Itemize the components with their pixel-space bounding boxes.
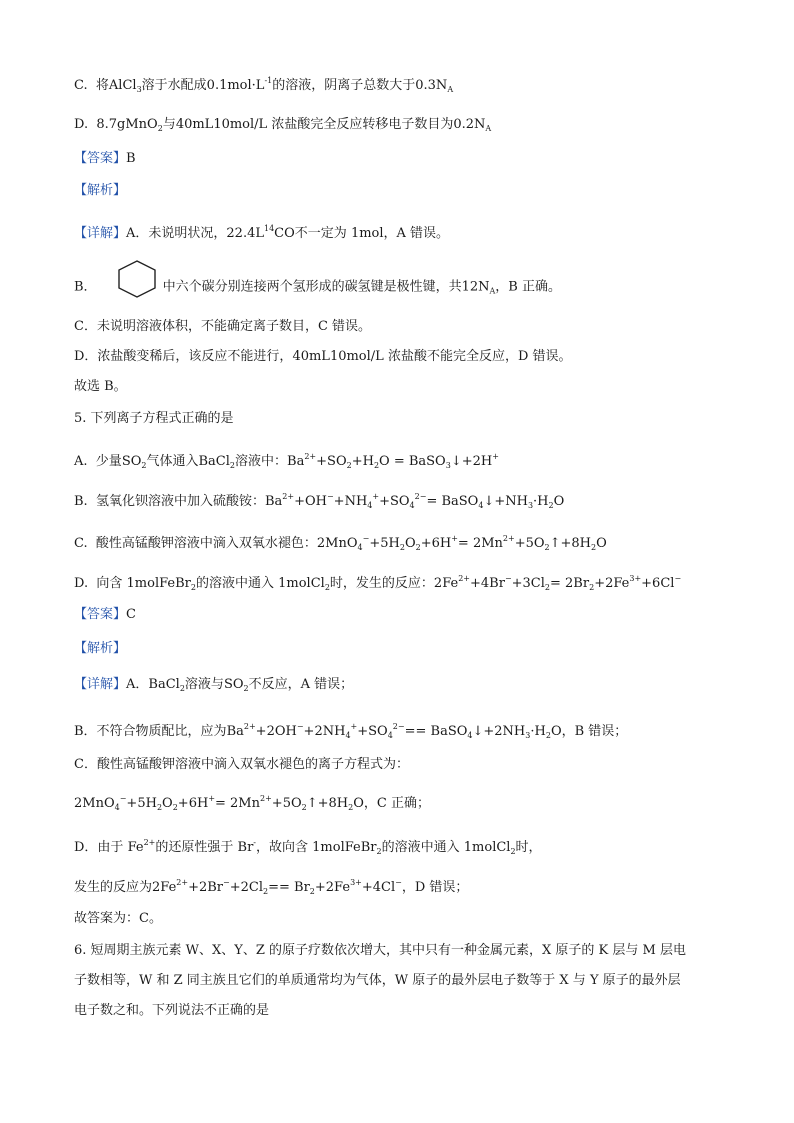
question-5: 5. 下列离子方程式正确的是 xyxy=(74,411,234,426)
option-5c: C. 酸性高锰酸钾溶液中滴入双氧水褪色：$2MnO_4^-+5H_2O_2+6H^+=$ $2Mn^{2+}+5O_2↑+8H_2O$ xyxy=(74,534,607,552)
option-c: C. 将AlCl$_3$溶于水配成$0.1mol\cdot L^{-1}$的溶液，阴离子总数大于$0.3N_A$ xyxy=(74,76,454,94)
benzene-ring-icon xyxy=(117,260,157,314)
detail-5-a: 【详解】A．BaCl$_2$溶液与$SO_2$不反应，A 错误； xyxy=(74,677,354,693)
detail-5-c: C．酸性高锰酸钾溶液中滴入双氧水褪色的离子方程式为： xyxy=(74,757,409,772)
question-6-line-2: 子数相等，W 和 Z 同主族且它们的单质通常均为气体，W 原子的最外层电子数等于 X 与 Y 原子的最外层 xyxy=(74,973,681,988)
detail-5-b: B．不符合物质配比，应为$Ba^{2+}+2OH^-+2NH_4^++SO_4^{2-}==$ $BaSO_4↓+2NH_3\cdot H_2O$，B 错误； xyxy=(74,722,628,740)
question-6-line-1: 6. 短周期主族元素 W、X、Y、Z 的原子疗数依次增大，其中只有一种金属元素，X 原子的 K 层与 M 层电 xyxy=(74,943,686,958)
option-5b: B. 氢氧化钡溶液中加入硫酸铵：$Ba^{2+}+OH^-+NH_4^++SO_4^{2-}=$ $BaSO_4↓+NH_3\cdot H_2O$ xyxy=(74,492,565,510)
option-d: D. 8.7gMnO$_2$与40mL10mol/L 浓盐酸完全反应转移电子数目为$0.2N_A$ xyxy=(74,117,492,133)
detail-5-d: D．由于 $Fe^{2+}$的还原性强于 Br-，故向含 1molFeBr$_2$的溶液中通入 1molCl$_2$时， xyxy=(74,838,542,856)
detail-5-c-equation: $2MnO_4^-+5H_2O_2+6H^+=$ $2Mn^{2+}+5O_2↑+8H_2O$，C 正确； xyxy=(74,794,430,812)
analysis-4-heading: 【解析】 xyxy=(74,183,127,198)
detail-4-b: B． 中六个碳分别连接两个氢形成的碳氢键是极性键，共$12N_A$，B 正确。 xyxy=(74,260,561,314)
conclusion-4: 故选 B。 xyxy=(74,379,127,394)
option-5d: D. 向含 1molFeBr$_2$的溶液中通入 1molCl$_2$时，发生的反应：$2Fe^{2+}+4Br^-+3Cl_2= 2Br_2+2Fe^{3+}+6Cl^-$ xyxy=(74,574,682,592)
detail-4-a: 【详解】A．未说明状况，$22.4L^{14}CO$不一定为 1mol，A 错误。 xyxy=(74,224,450,241)
detail-4-d: D．浓盐酸变稀后，该反应不能进行，40mL10mol/L 浓盐酸不能完全反应，D 错误。 xyxy=(74,349,572,364)
detail-4-c: C．未说明溶液体积，不能确定离子数目，C 错误。 xyxy=(74,319,372,334)
question-6-line-3: 电子数之和。下列说法不正确的是 xyxy=(74,1003,270,1018)
option-5a: A. 少量$SO_2$气体通入BaCl$_2$溶液中：$Ba^{2+}+SO_2+H_2O$ = BaSO$_3$↓+2H+ xyxy=(74,452,499,470)
conclusion-5: 故答案为：C。 xyxy=(74,911,162,926)
answer-5: 【答案】C xyxy=(74,607,136,622)
analysis-5-heading: 【解析】 xyxy=(74,641,127,656)
detail-5-d-equation: 发生的反应为$2Fe^{2+}+2Br^-+2Cl_2== Br_2+2Fe^{3+}+4Cl^-$，D 错误； xyxy=(74,878,469,896)
answer-4: 【答案】B xyxy=(74,151,136,166)
